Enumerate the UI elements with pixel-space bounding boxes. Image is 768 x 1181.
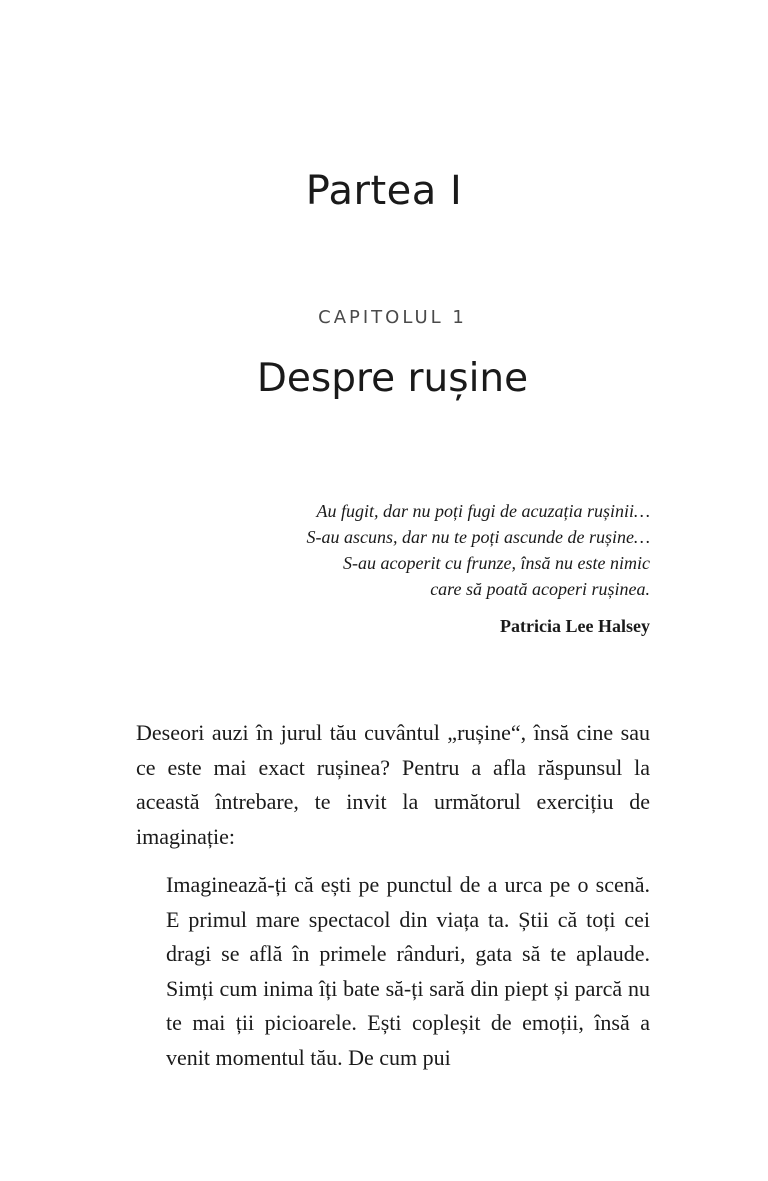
body-paragraph-exercise: Imaginează-ți că ești pe punctul de a urca pe o scenă. E primul mare spectacol din viața ta. Știi că toți cei dragi se află în primele rânduri, gata să te aplaude. Simți cum inima îți bate să-ți sară din piept și parcă nu te mai ții picioarele. Ești copleșit de emoții, însă a venit momentul tău. De cum pui — [166, 872, 650, 1070]
chapter-title: Despre rușine — [256, 356, 529, 401]
epigraph-line: Au fugit, dar nu poți fugi de acuzația rușinii… — [316, 501, 650, 521]
part-title: Partea I — [305, 168, 463, 214]
epigraph — [190, 498, 650, 638]
epigraph-line: S-au ascuns, dar nu te poți ascunde de rușine… — [306, 527, 650, 547]
body-paragraph-intro: Deseori auzi în jurul tău cuvântul „rușine“, însă cine sau ce este mai exact rușinea? Pentru a afla răspunsul la această întrebare, te invit la următorul exercițiu de imaginație: — [136, 720, 650, 849]
epigraph-line: care să poată acoperi rușinea. — [430, 579, 650, 599]
epigraph-line: S-au acoperit cu frunze, însă nu este nimic — [343, 553, 650, 573]
body-text — [136, 716, 650, 1075]
epigraph-author: Patricia Lee Halsey — [500, 616, 650, 636]
chapter-label: CAPITOLUL 1 — [318, 307, 467, 328]
